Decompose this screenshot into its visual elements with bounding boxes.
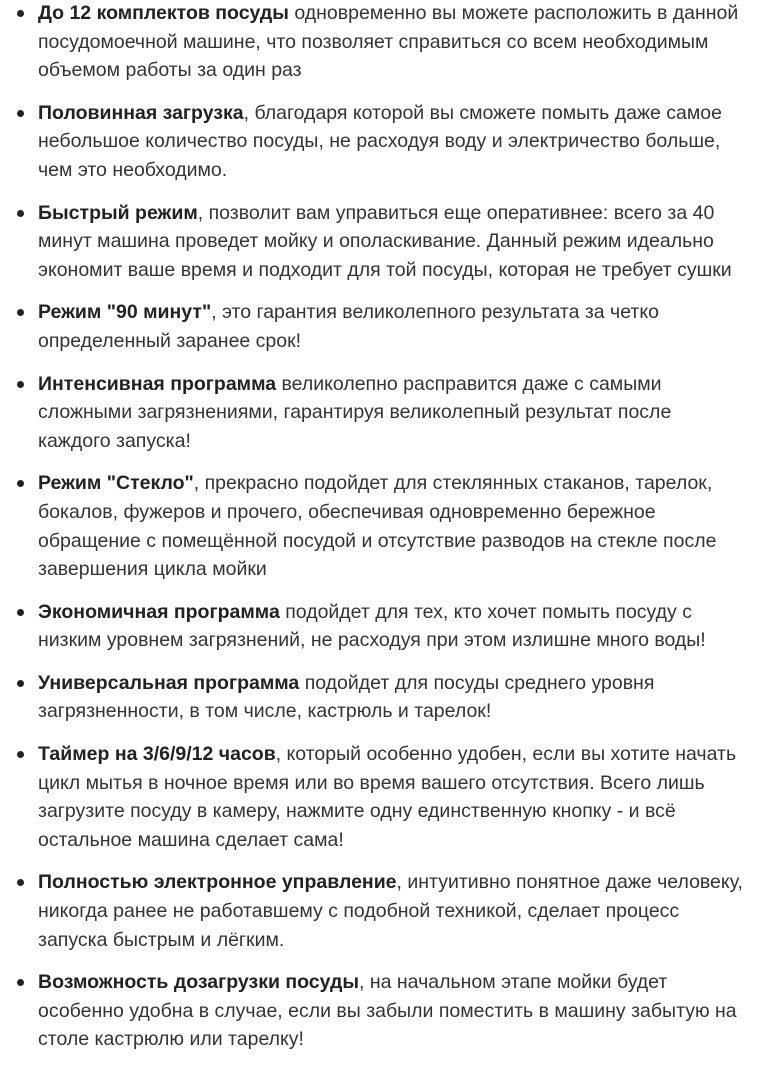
feature-title: Быстрый режим <box>38 201 198 224</box>
list-item-electronic-control <box>0 868 765 954</box>
feature-title: Режим "90 минут" <box>38 301 212 324</box>
list-item-intensive <box>0 370 765 456</box>
feature-description: , на начальном этапе мойки будет особенно удобна в случае, если вы забыли поместить в машину забытую на столе кастрюлю или тарелку! <box>38 971 737 1051</box>
feature-description: , который особенно удобен, если вы хотите начать цикл мытья в ночное время или во время вашего отсутствия. Всего лишь загрузите посуду в камеру, нажмите одну единственную кнопку - и всё остальное машина сделает сама! <box>38 743 737 851</box>
feature-description: , благодаря которой вы сможете помыть даже самое небольшое количество посуды, не расходуя воду и электричество больше, чем это необходимо. <box>38 101 722 181</box>
feature-description: , позволит вам управиться еще оперативнее: всего за 40 минут машина проведет мойку и ополаскивание. Данный режим идеально экономит ваше время и подходит для той посуды, которая не требует сушки <box>38 201 732 281</box>
list-item-economy <box>0 598 765 655</box>
feature-description: великолепно расправится даже с самыми сложными загрязнениями, гарантируя великолепный результат после каждого запуска! <box>38 372 672 452</box>
list-item-glass-mode <box>0 469 765 583</box>
list-item-reload <box>0 968 765 1054</box>
feature-title: Половинная загрузка <box>38 101 244 124</box>
feature-description: , прекрасно подойдет для стеклянных стаканов, тарелок, бокалов, фужеров и прочего, обеспечивая одновременно бережное обращение с помещённой посудой и отсутствие разводов на стекле после завершения цикла мойки <box>38 472 717 581</box>
feature-description: подойдет для тех, кто хочет помыть посуду с низким уровнем загрязнений, не расходуя при этом излишне много воды! <box>38 600 706 652</box>
feature-title: Таймер на 3/6/9/12 часов <box>38 743 276 766</box>
feature-title: Режим "Стекло" <box>38 472 194 495</box>
list-item-90-minutes <box>0 298 765 355</box>
list-item-half-load <box>0 99 765 185</box>
list-item-universal <box>0 669 765 726</box>
feature-title: Полностью электронное управление <box>38 871 397 894</box>
list-item-timer <box>0 740 765 854</box>
feature-title: Универсальная программа <box>38 671 300 694</box>
feature-title: Экономичная программа <box>38 600 280 623</box>
feature-description: одновременно вы можете расположить в данной посудомоечной машине, что позволяет справиться со всем необходимым объемом работы за один раз <box>38 2 739 82</box>
feature-description: подойдет для посуды среднего уровня загрязненности, в том числе, кастрюль и тарелок! <box>38 671 655 723</box>
list-item-quick-mode <box>0 199 765 285</box>
feature-title: До 12 комплектов посуды <box>38 2 289 24</box>
feature-description: , интуитивно понятное даже человеку, никогда ранее не работавшему с подобной техникой, сделает процесс запуска быстрым и лёгким. <box>38 871 743 951</box>
feature-title: Возможность дозагрузки посуды <box>38 971 360 994</box>
feature-title: Интенсивная программа <box>38 372 277 395</box>
list-item-dish-sets <box>0 0 765 85</box>
feature-description: , это гарантия великолепного результата за четко определенный заранее срок! <box>38 301 659 352</box>
